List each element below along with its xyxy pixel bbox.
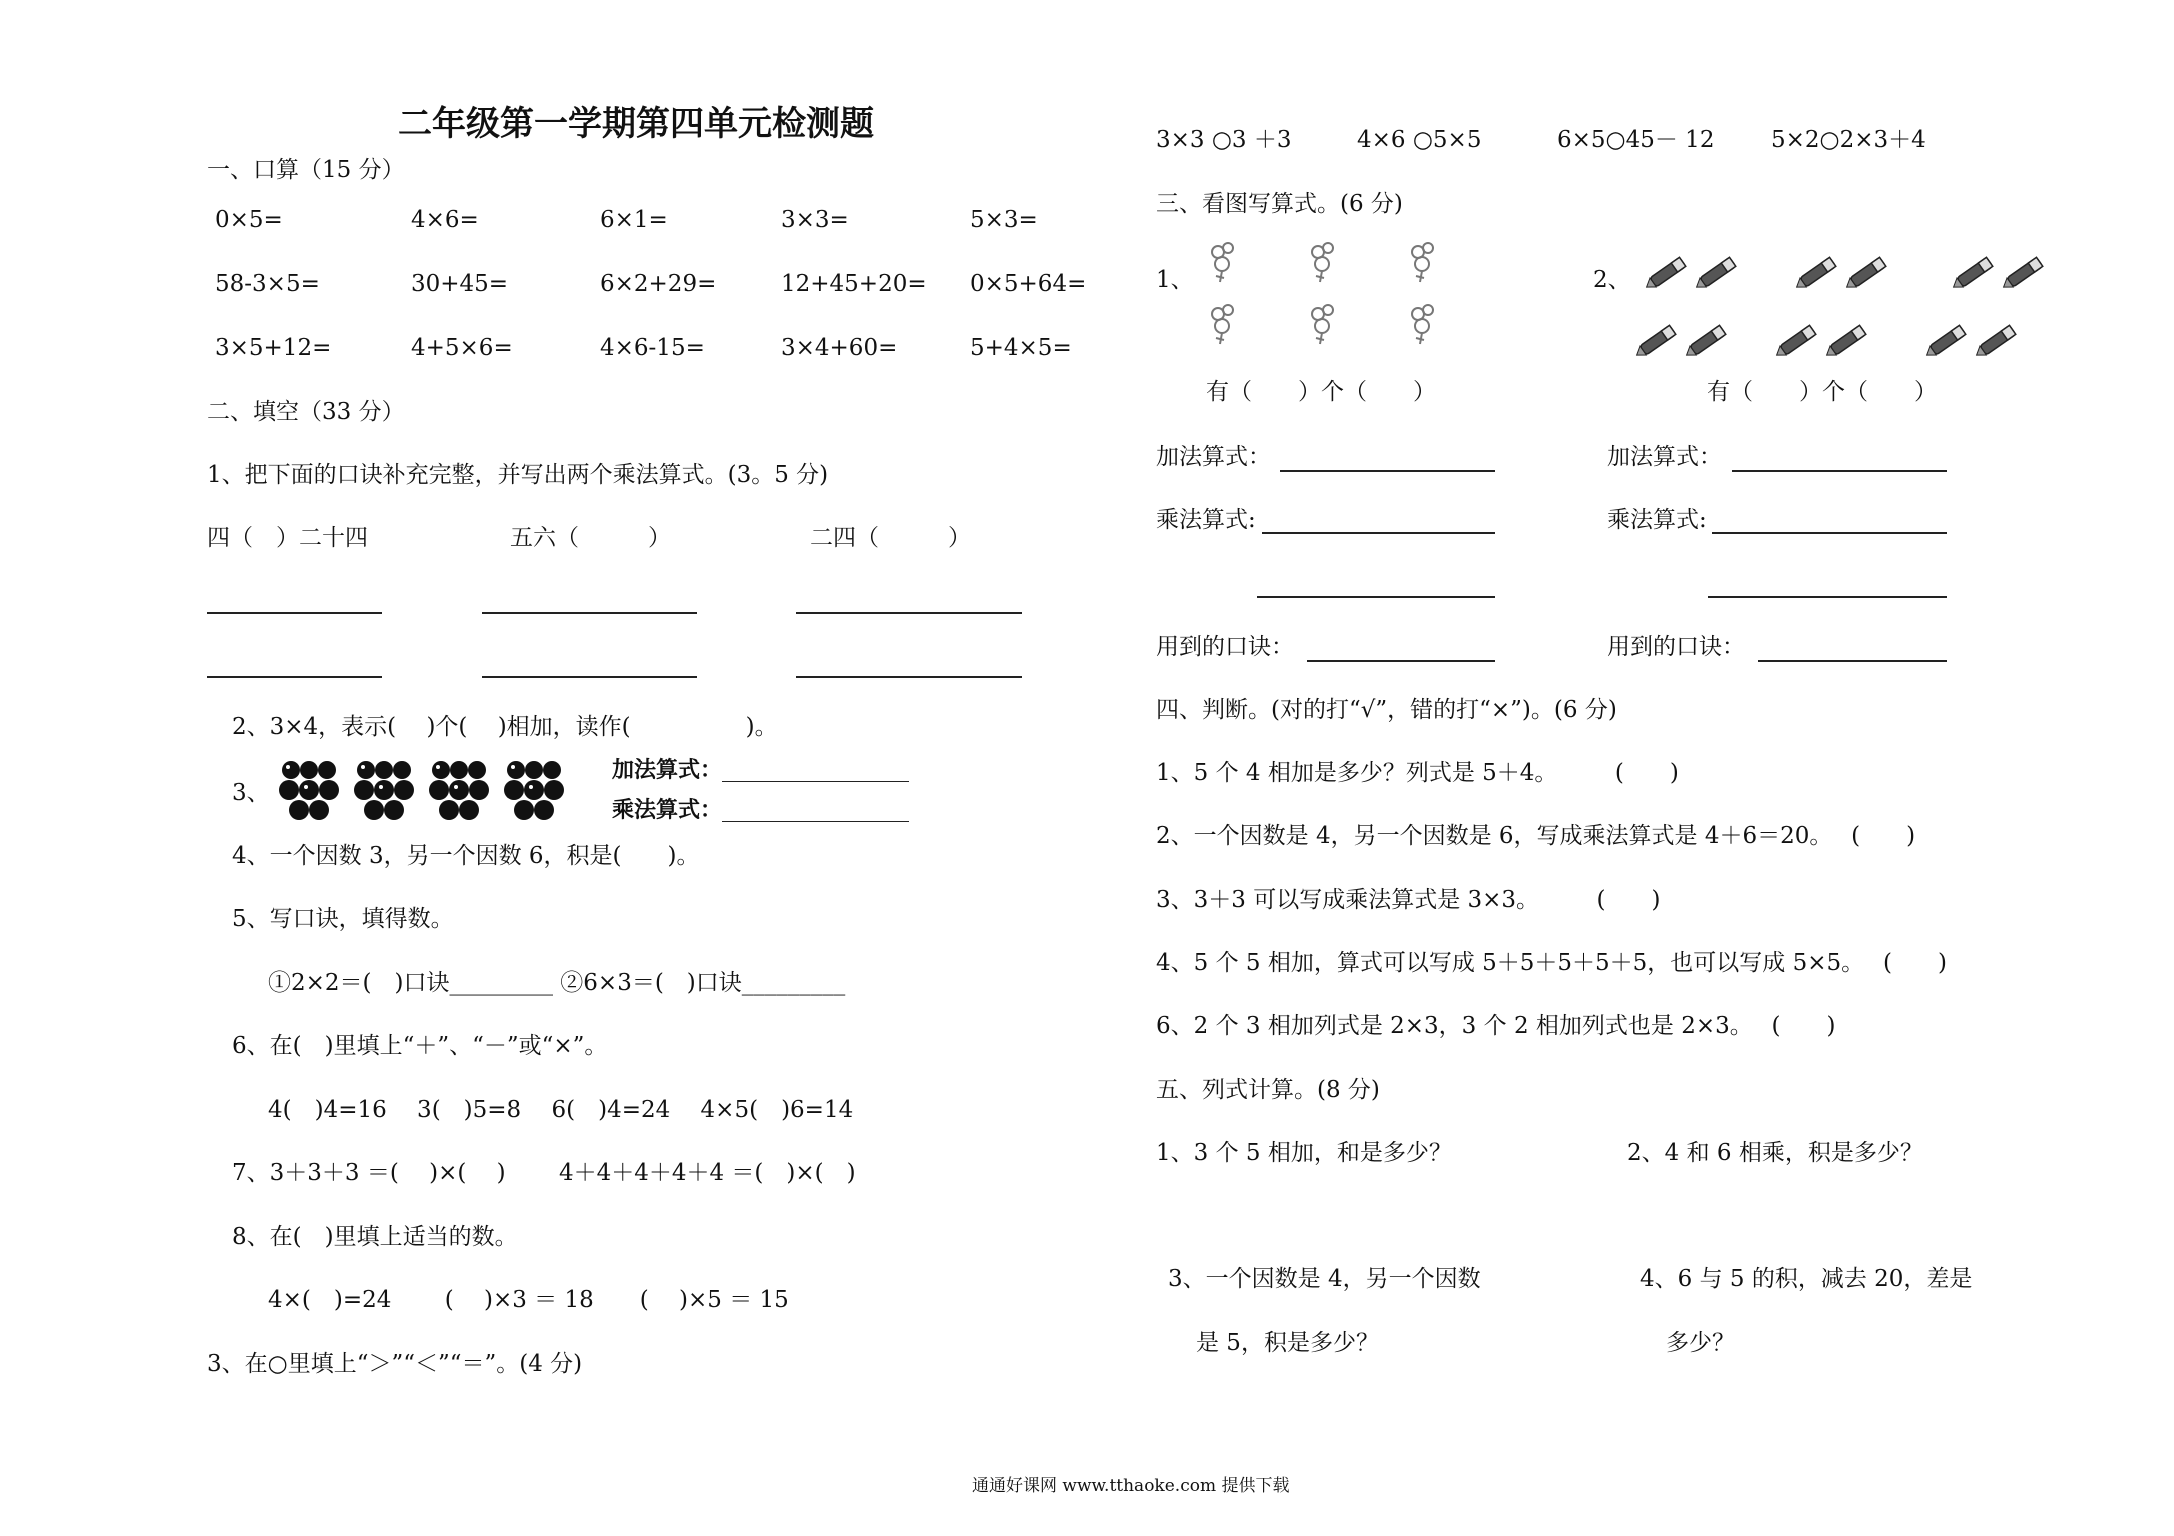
answer-line[interactable] <box>1758 660 1947 662</box>
answer-line[interactable] <box>1307 660 1495 662</box>
judgement-item: 6、2 个 3 相加列式是 2×3，3 个 2 相加列式也是 2×3。 ( ) <box>1156 1013 1836 1039</box>
answer-line[interactable] <box>722 781 909 782</box>
flower-icon <box>1192 236 1462 356</box>
calc-item: 6×1= <box>600 207 668 233</box>
answer-line[interactable] <box>1712 532 1947 534</box>
calc-item: 3×5+12= <box>215 335 332 361</box>
calc-item: 30+45= <box>411 271 509 297</box>
grapes-icon <box>275 758 570 823</box>
answer-line[interactable] <box>1732 470 1947 472</box>
calc-item: 5+4×5= <box>970 335 1072 361</box>
word-problem: 3、一个因数是 4，另一个因数 <box>1168 1266 1481 1292</box>
question-text: 5、写口诀，填得数。 <box>232 906 454 932</box>
compare-item: 6×5○45－ 12 <box>1557 127 1715 153</box>
compare-item: 4×6 ○5×5 <box>1357 127 1482 153</box>
answer-line[interactable] <box>1262 532 1495 534</box>
section-5-heading: 五、列式计算。(8 分) <box>1156 1077 1380 1103</box>
question-text: 2、3×4，表示( )个( )相加，读作( )。 <box>232 714 778 740</box>
calc-item: 12+45+20= <box>781 271 927 297</box>
calc-item: 4×6= <box>411 207 479 233</box>
compare-item: 3×3 ○3 ＋3 <box>1156 127 1292 153</box>
answer-line[interactable] <box>722 821 909 822</box>
answer-line[interactable] <box>1708 596 1947 598</box>
calc-item: 4×6-15= <box>600 335 705 361</box>
footer-credit: 通通好课网 www.tthaoke.com 提供下载 <box>972 1476 1290 1496</box>
koujue-label: 用到的口诀： <box>1156 634 1294 660</box>
question-line: 4×( )=24 ( )×3 ＝ 18 ( )×5 ＝ 15 <box>268 1287 789 1313</box>
koujue-item: 五六（ ） <box>510 525 671 551</box>
answer-line[interactable] <box>1280 470 1495 472</box>
addition-label: 加法算式： <box>1156 444 1271 470</box>
multiplication-label: 乘法算式: <box>1156 507 1256 533</box>
section-1-heading: 一、口算（15 分） <box>207 157 405 183</box>
word-problem: 是 5，积是多少？ <box>1196 1330 1379 1356</box>
judgement-item: 4、5 个 5 相加，算式可以写成 5＋5＋5＋5＋5，也可以写成 5×5。 ( ) <box>1156 950 1947 976</box>
word-problem: 2、4 和 6 相乘，积是多少？ <box>1627 1140 1923 1166</box>
koujue-item: 二四（ ） <box>810 525 971 551</box>
question-text: 4、一个因数 3，另一个因数 6，积是( )。 <box>232 843 700 869</box>
page-title: 二年级第一学期第四单元检测题 <box>398 104 874 144</box>
question-text: 7、3＋3＋3 ＝( )×( ) 4＋4＋4＋4＋4 ＝( )×( ) <box>232 1160 856 1186</box>
question-number: 3、 <box>232 780 270 806</box>
question-number: 1、 <box>1156 267 1194 293</box>
calc-item: 58-3×5= <box>215 271 320 297</box>
section-4-heading: 四、判断。(对的打“√”，错的打“×”)。(6 分) <box>1156 697 1617 723</box>
judgement-item: 1、5 个 4 相加是多少？列式是 5＋4。 ( ) <box>1156 760 1679 786</box>
section-2-heading: 二、填空（33 分） <box>207 399 405 425</box>
addition-label: 加法算式： <box>612 757 723 783</box>
question-line: ①2×2＝( )口诀_________ ②6×3＝( )口诀_________ <box>268 970 846 996</box>
question-text: 6、在( )里填上“＋”、“－”或“×”。 <box>232 1033 608 1059</box>
judgement-item: 2、一个因数是 4，另一个因数是 6，写成乘法算式是 4＋6＝20。 ( ) <box>1156 823 1916 849</box>
answer-line[interactable] <box>796 676 1022 678</box>
answer-line[interactable] <box>482 676 697 678</box>
answer-line[interactable] <box>796 612 1022 614</box>
multiplication-label: 乘法算式： <box>612 797 723 823</box>
calc-item: 3×3= <box>781 207 849 233</box>
pencil-icon <box>1632 246 2052 356</box>
koujue-item: 四（ ）二十四 <box>207 525 368 551</box>
calc-item: 3×4+60= <box>781 335 898 361</box>
answer-line[interactable] <box>1257 596 1495 598</box>
calc-item: 5×3= <box>970 207 1038 233</box>
compare-item: 5×2○2×3＋4 <box>1771 127 1926 153</box>
question-text: 8、在( )里填上适当的数。 <box>232 1224 518 1250</box>
answer-line[interactable] <box>207 676 382 678</box>
calc-item: 6×2+29= <box>600 271 717 297</box>
addition-label: 加法算式： <box>1607 444 1722 470</box>
question-text: 3、在○里填上“＞”“＜”“＝”。(4 分) <box>207 1351 583 1377</box>
koujue-label: 用到的口诀： <box>1607 634 1745 660</box>
count-blanks: 有（ ）个（ ） <box>1707 379 1937 405</box>
section-3-heading: 三、看图写算式。(6 分) <box>1156 191 1403 217</box>
judgement-item: 3、3＋3 可以写成乘法算式是 3×3。 ( ) <box>1156 887 1661 913</box>
question-text: 1、把下面的口诀补充完整，并写出两个乘法算式。(3。5 分) <box>207 462 829 488</box>
multiplication-label: 乘法算式: <box>1607 507 1707 533</box>
answer-line[interactable] <box>482 612 697 614</box>
answer-line[interactable] <box>207 612 382 614</box>
count-blanks: 有（ ）个（ ） <box>1206 379 1436 405</box>
word-problem: 1、3 个 5 相加，和是多少？ <box>1156 1140 1452 1166</box>
word-problem: 4、6 与 5 的积，减去 20，差是 <box>1640 1266 1973 1292</box>
calc-item: 0×5+64= <box>970 271 1087 297</box>
calc-item: 0×5= <box>215 207 283 233</box>
question-line: 4( )4=16 3( )5=8 6( )4=24 4×5( )6=14 <box>268 1097 854 1123</box>
question-number: 2、 <box>1593 267 1631 293</box>
calc-item: 4+5×6= <box>411 335 513 361</box>
word-problem: 多少？ <box>1666 1330 1735 1356</box>
